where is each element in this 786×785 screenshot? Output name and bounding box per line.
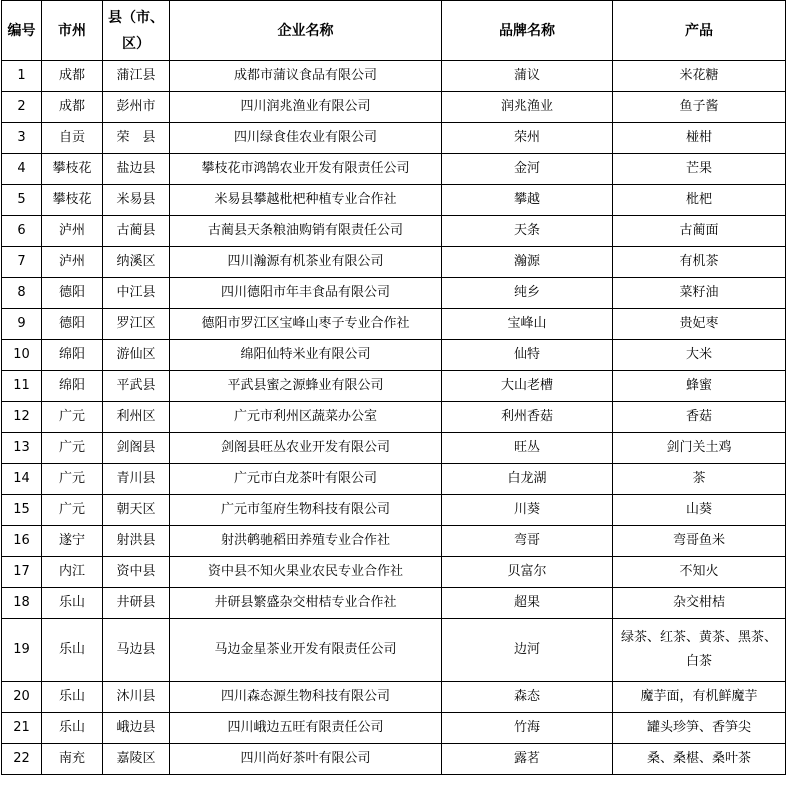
cell-county: 井研县	[103, 588, 170, 619]
cell-county: 古蔺县	[103, 216, 170, 247]
cell-brand: 润兆渔业	[442, 92, 613, 123]
header-product: 产品	[613, 1, 786, 61]
table-row	[2, 433, 786, 464]
cell-product: 杂交柑桔	[613, 588, 786, 619]
cell-company: 广元市利州区蔬菜办公室	[170, 402, 442, 433]
header-no: 编号	[2, 1, 42, 61]
table-row	[2, 61, 786, 92]
cell-no: 13	[2, 433, 42, 464]
cell-product: 不知火	[613, 557, 786, 588]
cell-county: 纳溪区	[103, 247, 170, 278]
table-row	[2, 216, 786, 247]
cell-company: 广元市白龙茶叶有限公司	[170, 464, 442, 495]
table-row	[2, 526, 786, 557]
table-header-row	[2, 1, 786, 61]
cell-product: 有机茶	[613, 247, 786, 278]
cell-company: 攀枝花市鸿鹄农业开发有限责任公司	[170, 154, 442, 185]
cell-city: 攀枝花	[42, 185, 103, 216]
cell-county: 剑阁县	[103, 433, 170, 464]
cell-county: 中江县	[103, 278, 170, 309]
table-row	[2, 402, 786, 433]
cell-brand: 仙特	[442, 340, 613, 371]
cell-city: 遂宁	[42, 526, 103, 557]
cell-product: 菜籽油	[613, 278, 786, 309]
cell-county: 蒲江县	[103, 61, 170, 92]
table-row	[2, 371, 786, 402]
cell-city: 绵阳	[42, 371, 103, 402]
cell-company: 古蔺县天条粮油购销有限责任公司	[170, 216, 442, 247]
cell-product: 大米	[613, 340, 786, 371]
cell-county: 利州区	[103, 402, 170, 433]
cell-county: 资中县	[103, 557, 170, 588]
table-row	[2, 92, 786, 123]
cell-city: 乐山	[42, 713, 103, 744]
cell-city: 成都	[42, 61, 103, 92]
cell-city: 广元	[42, 495, 103, 526]
cell-product: 桑、桑椹、桑叶茶	[613, 744, 786, 775]
cell-no: 15	[2, 495, 42, 526]
cell-county: 沐川县	[103, 682, 170, 713]
cell-company: 平武县蜜之源蜂业有限公司	[170, 371, 442, 402]
table-row	[2, 154, 786, 185]
cell-county: 平武县	[103, 371, 170, 402]
table-row	[2, 278, 786, 309]
cell-product: 古蔺面	[613, 216, 786, 247]
table-row	[2, 495, 786, 526]
cell-no: 6	[2, 216, 42, 247]
cell-product: 米花糖	[613, 61, 786, 92]
cell-no: 22	[2, 744, 42, 775]
table-row	[2, 744, 786, 775]
cell-product: 香菇	[613, 402, 786, 433]
cell-company: 资中县不知火果业农民专业合作社	[170, 557, 442, 588]
cell-brand: 利州香菇	[442, 402, 613, 433]
cell-county: 马边县	[103, 619, 170, 682]
cell-product: 山葵	[613, 495, 786, 526]
cell-brand: 瀚源	[442, 247, 613, 278]
cell-brand: 宝峰山	[442, 309, 613, 340]
cell-company: 射洪鹌驰稻田养殖专业合作社	[170, 526, 442, 557]
cell-brand: 蒲议	[442, 61, 613, 92]
cell-company: 绵阳仙特米业有限公司	[170, 340, 442, 371]
cell-no: 9	[2, 309, 42, 340]
cell-city: 绵阳	[42, 340, 103, 371]
cell-brand: 超果	[442, 588, 613, 619]
cell-no: 8	[2, 278, 42, 309]
cell-company: 四川尚好茶叶有限公司	[170, 744, 442, 775]
cell-no: 4	[2, 154, 42, 185]
cell-company: 井研县繁盛杂交柑桔专业合作社	[170, 588, 442, 619]
cell-no: 21	[2, 713, 42, 744]
cell-county: 朝天区	[103, 495, 170, 526]
cell-product: 罐头珍笋、香笋尖	[613, 713, 786, 744]
header-brand: 品牌名称	[442, 1, 613, 61]
table-body	[2, 61, 786, 775]
cell-city: 内江	[42, 557, 103, 588]
enterprise-table	[1, 0, 786, 775]
cell-city: 乐山	[42, 682, 103, 713]
cell-city: 泸州	[42, 216, 103, 247]
cell-no: 17	[2, 557, 42, 588]
table-row	[2, 464, 786, 495]
cell-city: 成都	[42, 92, 103, 123]
table-row	[2, 557, 786, 588]
cell-company: 广元市玺府生物科技有限公司	[170, 495, 442, 526]
cell-city: 广元	[42, 402, 103, 433]
cell-brand: 金河	[442, 154, 613, 185]
cell-county: 盐边县	[103, 154, 170, 185]
cell-brand: 纯乡	[442, 278, 613, 309]
cell-product: 蜂蜜	[613, 371, 786, 402]
cell-brand: 旺丛	[442, 433, 613, 464]
cell-company: 米易县攀越枇杷种植专业合作社	[170, 185, 442, 216]
cell-company: 马边金星茶业开发有限责任公司	[170, 619, 442, 682]
cell-city: 南充	[42, 744, 103, 775]
cell-city: 泸州	[42, 247, 103, 278]
cell-county: 射洪县	[103, 526, 170, 557]
cell-no: 14	[2, 464, 42, 495]
cell-company: 四川峨边五旺有限责任公司	[170, 713, 442, 744]
cell-no: 18	[2, 588, 42, 619]
cell-county: 峨边县	[103, 713, 170, 744]
cell-city: 德阳	[42, 278, 103, 309]
cell-no: 2	[2, 92, 42, 123]
cell-company: 四川瀚源有机茶业有限公司	[170, 247, 442, 278]
cell-no: 7	[2, 247, 42, 278]
cell-city: 广元	[42, 433, 103, 464]
table-row	[2, 713, 786, 744]
cell-product: 鱼子酱	[613, 92, 786, 123]
cell-company: 四川润兆渔业有限公司	[170, 92, 442, 123]
cell-county: 游仙区	[103, 340, 170, 371]
cell-brand: 竹海	[442, 713, 613, 744]
cell-brand: 白龙湖	[442, 464, 613, 495]
cell-product: 弯哥鱼米	[613, 526, 786, 557]
cell-product: 绿茶、红茶、黄茶、黑茶、白茶	[613, 619, 786, 682]
cell-brand: 天条	[442, 216, 613, 247]
cell-company: 四川德阳市年丰食品有限公司	[170, 278, 442, 309]
cell-product: 贵妃枣	[613, 309, 786, 340]
cell-county: 彭州市	[103, 92, 170, 123]
cell-company: 四川绿食佳农业有限公司	[170, 123, 442, 154]
cell-county: 嘉陵区	[103, 744, 170, 775]
cell-product: 茶	[613, 464, 786, 495]
cell-product: 魔芋面，有机鲜魔芋	[613, 682, 786, 713]
table-row	[2, 682, 786, 713]
cell-county: 荣 县	[103, 123, 170, 154]
cell-company: 德阳市罗江区宝峰山枣子专业合作社	[170, 309, 442, 340]
cell-product: 枇杷	[613, 185, 786, 216]
table-row	[2, 588, 786, 619]
table-row	[2, 340, 786, 371]
cell-company: 四川森态源生物科技有限公司	[170, 682, 442, 713]
cell-no: 20	[2, 682, 42, 713]
cell-city: 广元	[42, 464, 103, 495]
cell-company: 成都市蒲议食品有限公司	[170, 61, 442, 92]
table-row	[2, 309, 786, 340]
header-county: 县（市、区）	[103, 1, 170, 61]
cell-brand: 露茗	[442, 744, 613, 775]
cell-city: 乐山	[42, 619, 103, 682]
header-city: 市州	[42, 1, 103, 61]
cell-county: 罗江区	[103, 309, 170, 340]
cell-brand: 荣州	[442, 123, 613, 154]
cell-city: 乐山	[42, 588, 103, 619]
cell-brand: 森态	[442, 682, 613, 713]
cell-brand: 大山老槽	[442, 371, 613, 402]
cell-no: 19	[2, 619, 42, 682]
cell-city: 德阳	[42, 309, 103, 340]
cell-brand: 攀越	[442, 185, 613, 216]
cell-city: 自贡	[42, 123, 103, 154]
table-row	[2, 619, 786, 682]
table-row	[2, 185, 786, 216]
cell-county: 米易县	[103, 185, 170, 216]
cell-no: 1	[2, 61, 42, 92]
cell-brand: 贝富尔	[442, 557, 613, 588]
table-row	[2, 123, 786, 154]
cell-product: 椪柑	[613, 123, 786, 154]
cell-company: 剑阁县旺丛农业开发有限公司	[170, 433, 442, 464]
cell-brand: 川葵	[442, 495, 613, 526]
cell-city: 攀枝花	[42, 154, 103, 185]
cell-brand: 边河	[442, 619, 613, 682]
cell-county: 青川县	[103, 464, 170, 495]
cell-no: 16	[2, 526, 42, 557]
header-company: 企业名称	[170, 1, 442, 61]
table-row	[2, 247, 786, 278]
cell-brand: 弯哥	[442, 526, 613, 557]
cell-product: 芒果	[613, 154, 786, 185]
cell-no: 10	[2, 340, 42, 371]
cell-no: 11	[2, 371, 42, 402]
cell-no: 5	[2, 185, 42, 216]
cell-product: 剑门关土鸡	[613, 433, 786, 464]
cell-no: 12	[2, 402, 42, 433]
cell-no: 3	[2, 123, 42, 154]
